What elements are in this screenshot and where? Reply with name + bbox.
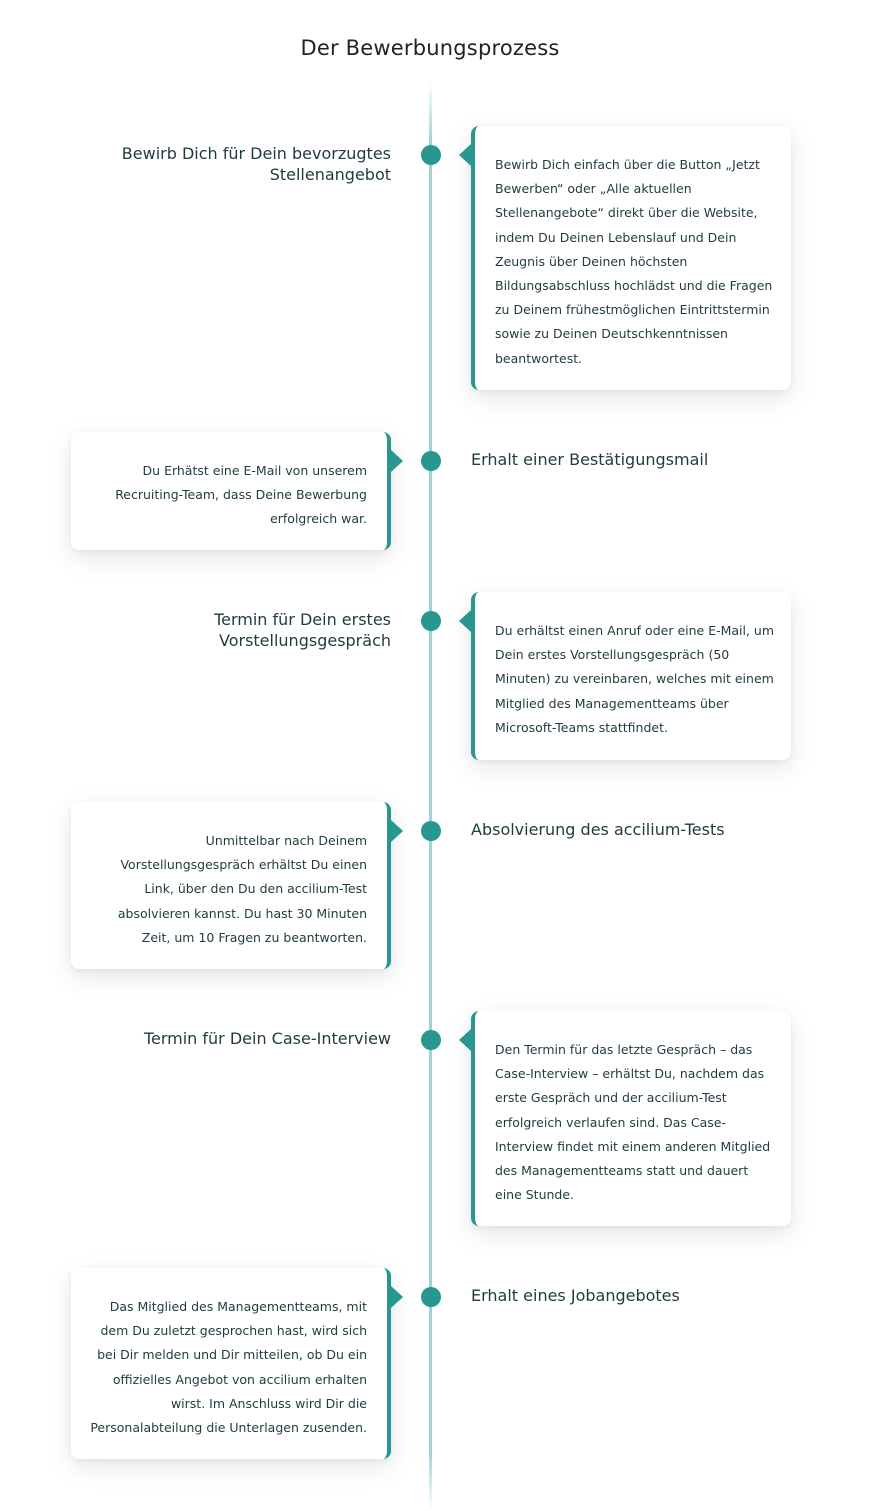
- step-5-title: Termin für Dein Case-Interview: [143, 1029, 391, 1048]
- step-5-description: Den Termin für das letzte Gespräch – das Case-Interview – erhältst Du, nachdem das erste Gespräch und der accilium-Test erfolgreich verlaufen sind. Das Case-Interview findet mit einem anderen Mitglied des Managementteams statt und dauert eine Stunde.: [495, 1042, 771, 1203]
- step-1-title: Bewirb Dich für Dein bevorzugtes Stellenangebot: [121, 144, 391, 184]
- step-3-description: Du erhältst einen Anruf oder eine E-Mail, um Dein erstes Vorstellungsgespräch (50 Minuten) zu vereinbaren, welches mit einem Mitglied des Managementteams über Microsoft-Teams stattfindet.: [495, 623, 775, 735]
- step-1-card: [471, 126, 791, 390]
- step-6-title: Erhalt eines Jobangebotes: [471, 1286, 680, 1305]
- step-4-title: Absolvierung des accilium-Tests: [471, 820, 725, 839]
- step-6-description: Das Mitglied des Managementteams, mit dem Du zuletzt gesprochen hast, wird sich bei Dir melden und Dir mitteilen, ob Du ein offizielles Angebot von accilium erhalten wirst. Im Anschluss wird Dir die Personalabteilung die Unterlagen zusenden.: [90, 1299, 367, 1436]
- step-1-description: Bewirb Dich einfach über die Button „Jetzt Bewerben“ oder „Alle aktuellen Stellenangebote“ direkt über die Website, indem Du Deinen Lebenslauf und Dein Zeugnis über Deinen höchsten Bildungsabschluss hochlädst und die Fragen zu Deinem frühestmöglichen Eintrittstermin sowie zu Deinen Deutschkenntnissen beantwortest.: [495, 157, 773, 366]
- step-4-card-pointer: [391, 820, 403, 842]
- page-title: Der Bewerbungsprozess: [300, 36, 560, 60]
- step-5-marker: [421, 1030, 441, 1050]
- step-2-title: Erhalt einer Bestätigungsmail: [471, 450, 709, 469]
- step-5-card: [471, 1011, 791, 1226]
- step-1-marker: [421, 145, 441, 165]
- step-1-card-pointer: [459, 144, 471, 166]
- step-4-marker: [421, 821, 441, 841]
- step-2-card-pointer: [391, 450, 403, 472]
- step-2-description: Du Erhätst eine E-Mail von unserem Recruiting-Team, dass Deine Bewerbung erfolgreich war.: [115, 463, 367, 527]
- step-3-marker: [421, 611, 441, 631]
- step-3-card: [471, 592, 791, 760]
- step-6-card-pointer: [391, 1286, 403, 1308]
- step-3-title: Termin für Dein erstes Vorstellungsgespräch: [214, 610, 391, 650]
- step-3-card-pointer: [459, 610, 471, 632]
- step-2-marker: [421, 451, 441, 471]
- step-5-card-pointer: [459, 1029, 471, 1051]
- step-6-marker: [421, 1287, 441, 1307]
- step-4-card: [71, 802, 391, 969]
- step-4-description: Unmittelbar nach Deinem Vorstellungsgespräch erhältst Du einen Link, über den Du den accilium-Test absolvieren kannst. Du hast 30 Minuten Zeit, um 10 Fragen zu beantworten.: [117, 833, 367, 945]
- step-2-card: [71, 432, 391, 550]
- step-6-card: [71, 1268, 391, 1459]
